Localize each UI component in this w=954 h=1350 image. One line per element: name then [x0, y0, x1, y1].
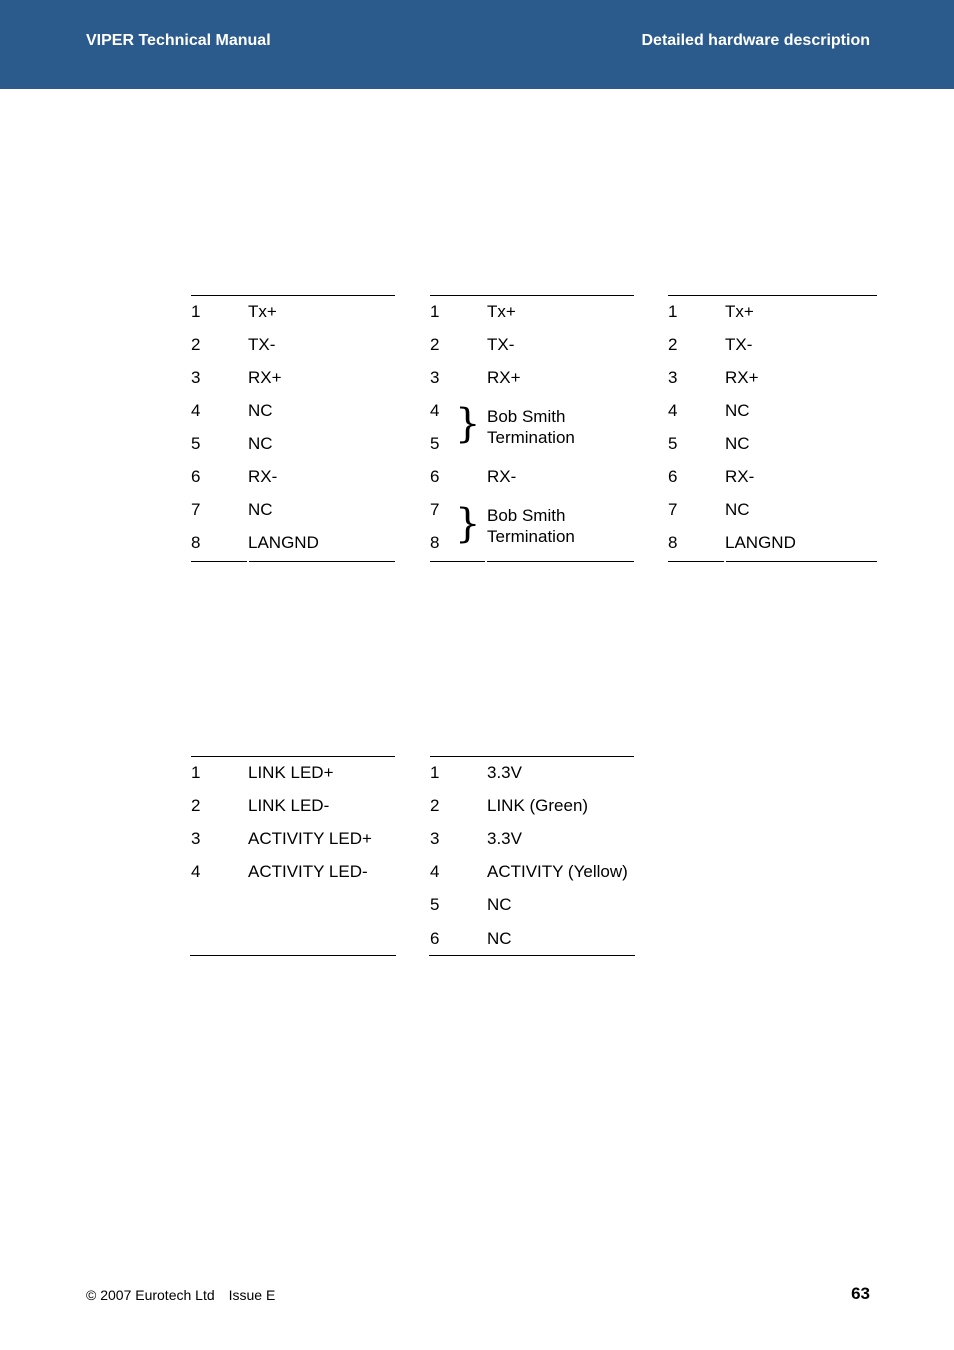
pin-number: 5: [430, 895, 440, 914]
page-footer: [86, 1287, 275, 1303]
table-bottom-rule: [191, 561, 247, 562]
pin-signal: Bob Smith: [487, 407, 566, 426]
pin-number: 4: [430, 862, 440, 881]
pin-number: 4: [430, 401, 440, 420]
pin-signal: NC: [725, 434, 750, 453]
manual-title: VIPER Technical Manual: [86, 32, 271, 49]
pin-number: 2: [191, 335, 201, 354]
pin-number: 3: [191, 368, 201, 387]
pin-signal: RX+: [487, 368, 521, 387]
pin-number: 7: [430, 500, 440, 519]
pin-number: 6: [191, 467, 201, 486]
table-top-rule: [430, 756, 634, 757]
pin-number: 8: [668, 533, 678, 552]
pin-signal: LANGND: [725, 533, 796, 552]
pin-number: 3: [668, 368, 678, 387]
pin-number: 3: [191, 829, 201, 848]
pin-number: 1: [191, 302, 201, 321]
pin-number: 1: [430, 302, 440, 321]
pin-number: 3: [430, 829, 440, 848]
pin-number: 8: [191, 533, 201, 552]
pin-signal: NC: [487, 929, 512, 948]
pin-signal: TX-: [487, 335, 515, 354]
pin-signal: ACTIVITY LED+: [248, 829, 372, 848]
pin-signal: RX-: [487, 467, 517, 486]
pin-number: 2: [430, 335, 440, 354]
pin-signal: LINK LED-: [248, 796, 330, 815]
pin-number: 5: [668, 434, 678, 453]
pin-signal: NC: [248, 434, 273, 453]
pin-signal: ACTIVITY (Yellow): [487, 862, 628, 881]
brace-icon: }: [455, 401, 481, 447]
pin-signal: Termination: [487, 527, 575, 546]
pin-signal: LINK LED+: [248, 763, 334, 782]
pin-number: 6: [430, 929, 440, 948]
pin-number: 6: [668, 467, 678, 486]
pin-signal: Bob Smith: [487, 506, 566, 525]
pin-number: 5: [191, 434, 201, 453]
table-top-rule: [191, 295, 395, 296]
connector-table: [430, 756, 634, 960]
pin-number: 4: [191, 862, 201, 881]
pin-number: 7: [191, 500, 201, 519]
pin-signal: TX-: [248, 335, 276, 354]
pin-number: 7: [668, 500, 678, 519]
issue-label: Issue E: [228, 1287, 276, 1303]
table-top-rule: [191, 756, 395, 757]
pin-signal: LINK (Green): [487, 796, 589, 815]
pin-number: 2: [191, 796, 201, 815]
pin-signal: Termination: [487, 428, 575, 447]
pin-number: 4: [191, 401, 201, 420]
pin-number: 3: [430, 368, 440, 387]
table-bottom-rule: [487, 561, 634, 562]
page-number: 63: [851, 1284, 870, 1303]
pin-number: 1: [430, 763, 440, 782]
table-bottom-rule: [430, 561, 485, 562]
table-top-rule: [430, 295, 634, 296]
pin-signal: RX-: [725, 467, 755, 486]
table-bottom-rule: [190, 955, 396, 956]
section-title: Detailed hardware description: [641, 32, 870, 49]
pinout-table-c: [668, 295, 877, 565]
pin-signal: 3.3V: [487, 763, 522, 782]
pin-signal: TX-: [725, 335, 753, 354]
table-top-rule: [668, 295, 877, 296]
brace-icon: }: [455, 501, 481, 547]
pin-signal: RX-: [248, 467, 278, 486]
pin-signal: ACTIVITY LED-: [248, 862, 368, 881]
pin-signal: 3.3V: [487, 829, 522, 848]
pin-number: 6: [430, 467, 440, 486]
pin-number: 1: [668, 302, 678, 321]
pin-number: 4: [668, 401, 678, 420]
pin-signal: Tx+: [487, 302, 516, 321]
pin-signal: NC: [487, 895, 512, 914]
pin-signal: Tx+: [725, 302, 754, 321]
pin-signal: NC: [248, 401, 273, 420]
pin-signal: NC: [248, 500, 273, 519]
page-header: [0, 0, 954, 89]
copyright: © 2007 Eurotech Ltd: [86, 1287, 215, 1303]
pinout-table-a: [191, 295, 395, 565]
pin-signal: RX+: [248, 368, 282, 387]
pin-number: 2: [668, 335, 678, 354]
pin-number: 1: [191, 763, 201, 782]
pin-number: 2: [430, 796, 440, 815]
pinout-table-b: [430, 295, 634, 565]
pin-signal: Tx+: [248, 302, 277, 321]
pin-signal: LANGND: [248, 533, 319, 552]
pin-number: 8: [430, 533, 440, 552]
table-bottom-rule: [249, 561, 395, 562]
table-bottom-rule: [668, 561, 724, 562]
pin-number: 5: [430, 434, 440, 453]
table-bottom-rule: [429, 955, 635, 956]
pin-signal: NC: [725, 401, 750, 420]
pin-signal: RX+: [725, 368, 759, 387]
table-bottom-rule: [726, 561, 877, 562]
led-table: [191, 756, 395, 960]
pin-signal: NC: [725, 500, 750, 519]
